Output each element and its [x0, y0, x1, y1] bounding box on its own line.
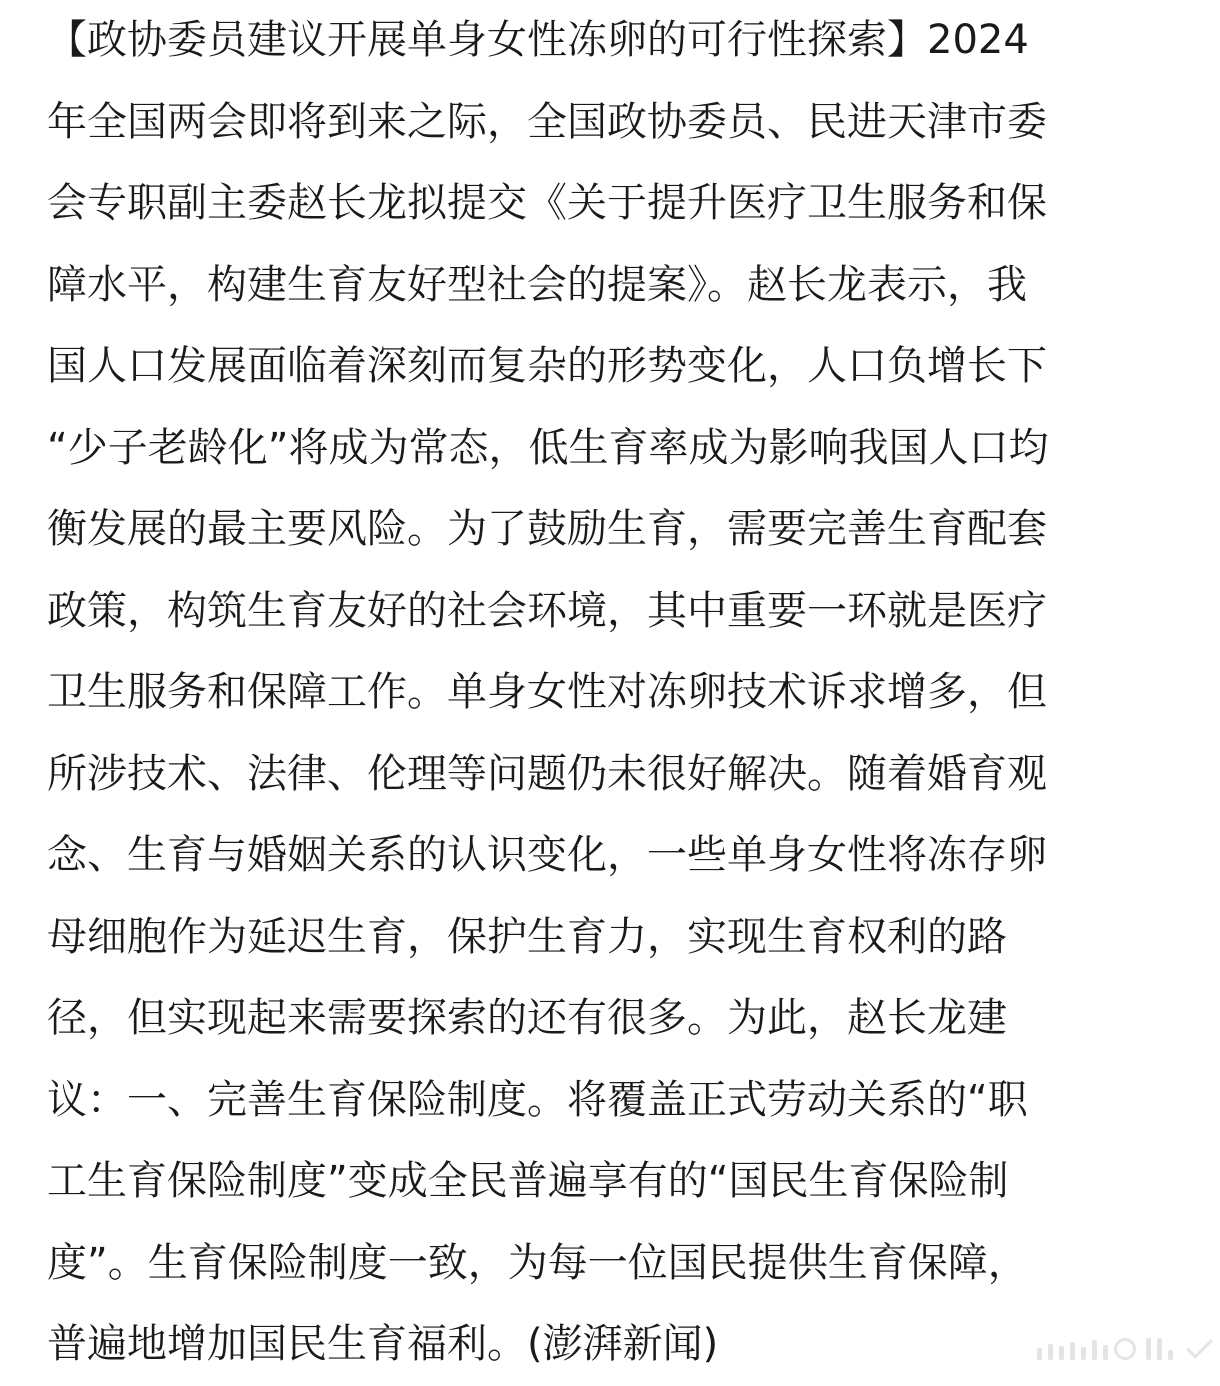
- article-line-16: 度”。生育保险制度一致，为每一位国民提供生育保障，: [47, 1239, 1028, 1286]
- watermark-bar: [1048, 1344, 1053, 1360]
- article-line-10: 所涉技术、法律、伦理等问题仍未很好解决。随着婚育观: [47, 750, 1047, 797]
- watermark-bar: [1037, 1348, 1042, 1360]
- article-line-17: 普遍地增加国民生育福利。(澎湃新闻): [47, 1321, 719, 1367]
- article-line-13: 径，但实现起来需要探索的还有很多。为此，赵长龙建: [47, 995, 1007, 1041]
- article-line-5: 国人口发展面临着深刻而复杂的形势变化，人口负增长下: [47, 343, 1047, 389]
- article-line-3: 会专职副主委赵长龙拟提交《关于提升医疗卫生服务和保: [47, 180, 1047, 226]
- watermark-bar: [1070, 1342, 1075, 1360]
- article-line-7: 衡发展的最主要风险。为了鼓励生育，需要完善生育配套: [47, 506, 1047, 552]
- watermark: [1037, 1338, 1212, 1360]
- article-line-1: 【政协委员建议开展单身女性冻卵的可行性探索】2024: [47, 17, 1029, 63]
- article-line-12: 母细胞作为延迟生育，保护生育力，实现生育权利的路: [47, 913, 1007, 960]
- watermark-bar: [1168, 1350, 1173, 1360]
- article-line-14: 议：一、完善生育保险制度。将覆盖正式劳动关系的“职: [47, 1076, 1028, 1123]
- watermark-bar: [1081, 1347, 1086, 1360]
- watermark-bar: [1059, 1346, 1064, 1360]
- watermark-bar: [1146, 1338, 1151, 1360]
- article-line-15: 工生育保险制度”变成全民普遍享有的“国民生育保险制: [47, 1158, 1009, 1204]
- watermark-check-icon: [1186, 1332, 1213, 1359]
- article-line-8: 政策，构筑生育友好的社会环境，其中重要一环就是医疗: [47, 587, 1047, 634]
- article-line-6: “少子老龄化”将成为常态，低生育率成为影响我国人口均: [47, 424, 1049, 471]
- watermark-bar: [1157, 1338, 1162, 1360]
- article-line-4: 障水平，构建生育友好型社会的提案》。赵长龙表示，我: [47, 261, 1027, 308]
- article-line-11: 念、生育与婚姻关系的认识变化，一些单身女性将冻存卵: [47, 832, 1047, 878]
- watermark-bar: [1103, 1345, 1108, 1360]
- watermark-bar: [1092, 1340, 1097, 1360]
- article-body: [47, 0, 1173, 1386]
- article-line-2: 年全国两会即将到来之际，全国政协委员、民进天津市委: [47, 98, 1047, 145]
- article-line-9: 卫生服务和保障工作。单身女性对冻卵技术诉求增多，但: [47, 669, 1047, 715]
- watermark-circle-icon: [1114, 1338, 1136, 1360]
